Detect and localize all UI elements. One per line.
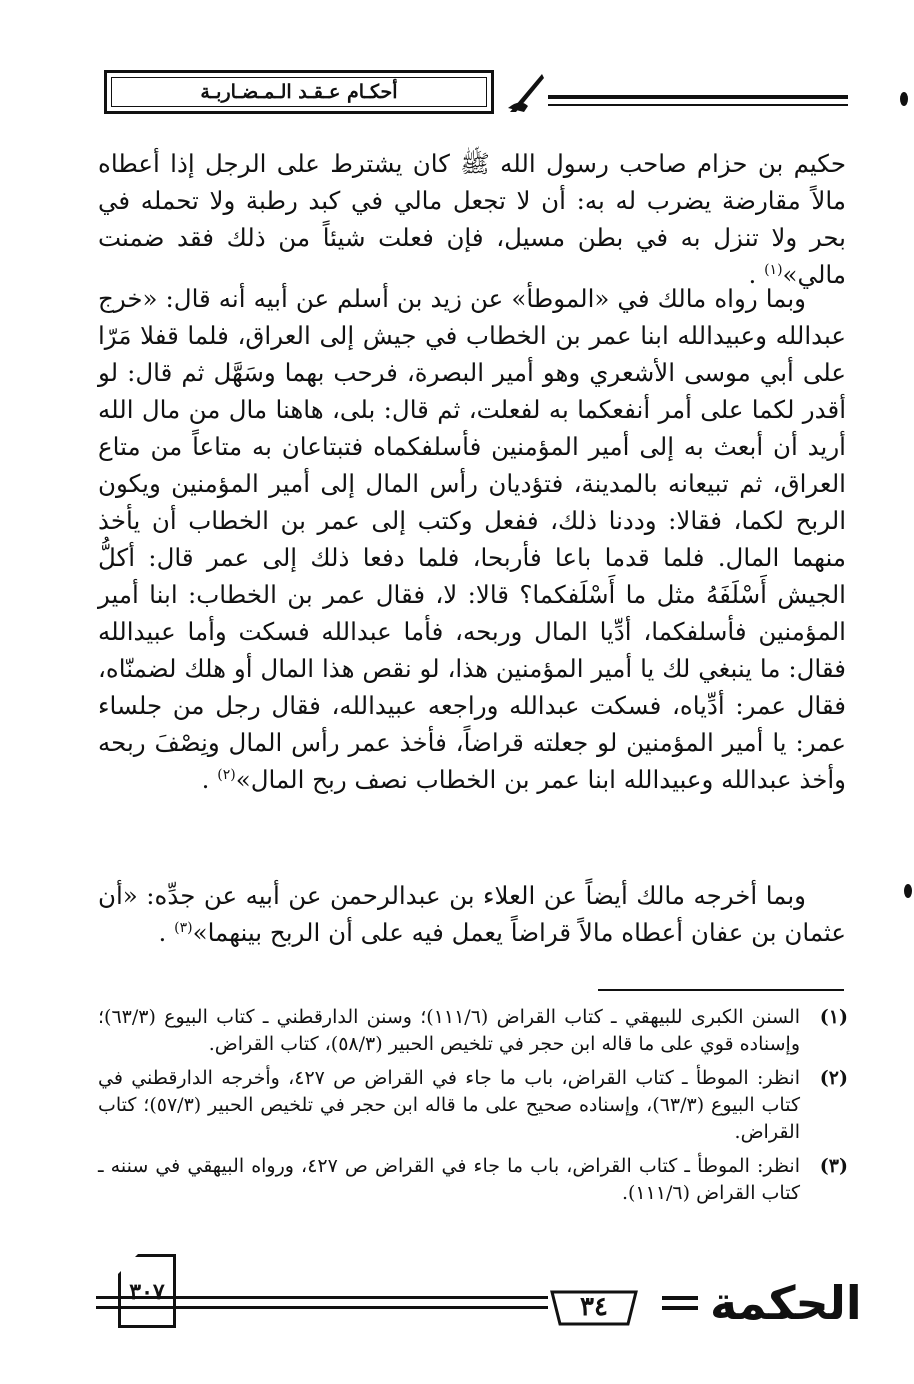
footnote-item <box>98 1153 848 1207</box>
paragraph-3-end: . <box>158 918 175 947</box>
paragraph-1-end: . <box>748 260 765 289</box>
margin-dot <box>900 92 908 106</box>
page-number: ٣٠٧ <box>129 1279 165 1305</box>
footnote-ref-2: (٢) <box>217 766 236 783</box>
paragraph-3-text: وبما أخرجه مالك أيضاً عن العلاء بن عبدالرحمن عن أبيه عن جدِّه: «أن عثمان بن عفان أعطاه مالاً قراضاً يعمل فيه على أن الربح بينهما» <box>98 881 846 947</box>
quill-pen-icon <box>506 68 546 114</box>
paragraph-3 <box>98 877 846 951</box>
paragraph-2 <box>98 280 846 798</box>
footnote-text: انظر: الموطأ ـ كتاب القراض، باب ما جاء في القراض ص ٤٢٧، ورواه البيهقي في سننه ـ كتاب القراض (١١١/٦). <box>98 1155 800 1204</box>
footnote-ref-3: (٣) <box>174 919 193 936</box>
paragraph-1 <box>98 145 846 293</box>
issue-number: ٣٤ <box>580 1292 608 1322</box>
footnote-item <box>98 1004 848 1058</box>
equals-mark-top <box>662 1296 698 1300</box>
equals-mark-bottom <box>662 1306 698 1310</box>
magazine-logo: الحكمة <box>710 1276 862 1330</box>
paragraph-2-text: وبما رواه مالك في «الموطأ» عن زيد بن أسلم عن أبيه أنه قال: «خرج عبدالله وعبيدالله ابنا عمر بن الخطاب في جيش إلى العراق، فلما قفلا مَرّا على أبي موسى الأشعري وهو أمير البصرة، فرحب بهما وسَهَّل ثم قال: لو أقدر لكما على أمر أنفعكما به لفعلت، ثم قال: بلى، هاهنا مال من مال الله أريد أن أبعث به إلى أمير المؤمنين فأسلفكماه فتبتاعان به متاعاً من متاع العراق، ثم تبيعانه بالمدينة، فتؤديان رأس المال إلى أمير المؤمنين ويكون الربح لكما، فقالا: وددنا ذلك، ففعل وكتب إلى عمر بن الخطاب أن يأخذ منهما المال. فلما قدما باعا فأربحا، فلما دفعا ذلك إلى عمر قال: أكلُّ الجيش أَسْلَفَهُ مثل ما أَسْلَفكما؟ قالا: لا، فقال عمر بن الخطاب: ابنا أمير المؤمنين فأسلفكما، أدِّيا المال وربحه، فأما عبدالله فسكت وأما عبيدالله فقال: ما ينبغي لك يا أمير المؤمنين هذا، لو نقص هذا المال أو هلك لضمنّاه، فقال عمر: أدِّياه، فسكت عبدالله وراجعه عبيدالله، فقال رجل من جلساء عمر: يا أمير المؤمنين لو جعلته قراضاً، فأخذ عمر رأس المال ونِصْفَ ربحه وأخذ عبدالله وعبيدالله ابنا عمر بن الخطاب نصف ربح المال» <box>98 284 846 794</box>
header-rule-thick <box>548 95 848 99</box>
running-header-box <box>104 70 494 114</box>
footnote-number: (٣) <box>819 1155 848 1177</box>
footnote-text: السنن الكبرى للبيهقي ـ كتاب القراض (١١١/٦)؛ وسنن الدارقطني ـ كتاب البيوع (٦٣/٣)؛ وإسناده قوي على ما قاله ابن حجر في تلخيص الحبير (٥٨/٣)، كتاب القراض. <box>98 1006 800 1055</box>
header-rule-thin <box>548 104 848 106</box>
footnote-number: (٢) <box>819 1067 848 1089</box>
footnote-ref-1: (١) <box>764 261 783 278</box>
running-header-title: أحكـام عـقـد الـمـضـاربـة <box>200 81 398 103</box>
footnote-text: انظر: الموطأ ـ كتاب القراض، باب ما جاء في القراض ص ٤٢٧، وأخرجه الدارقطني في كتاب البيوع (٦٣/٣)، وإسناده صحيح على ما قاله ابن حجر في تلخيص الحبير (٥٧/٣)؛ كتاب القراض. <box>98 1067 800 1143</box>
footnote-item <box>98 1065 848 1146</box>
paragraph-1-text: حكيم بن حزام صاحب رسول الله ﷺ كان يشترط على الرجل إذا أعطاه مالاً مقارضة يضرب له به: أن لا تجعل مالي في كبد رطبة ولا تحمله في بحر ولا تنزل به في بطن مسيل، فإن فعلت شيئاً من ذلك فقد ضمنت مالي» <box>98 149 846 289</box>
paragraph-2-end: . <box>201 765 218 794</box>
footnote-number: (١) <box>819 1006 848 1028</box>
margin-dot <box>904 884 912 898</box>
page-number-box <box>118 1254 176 1328</box>
footnotes <box>98 1004 848 1214</box>
issue-number-box <box>548 1286 640 1326</box>
footnote-separator <box>598 989 844 991</box>
